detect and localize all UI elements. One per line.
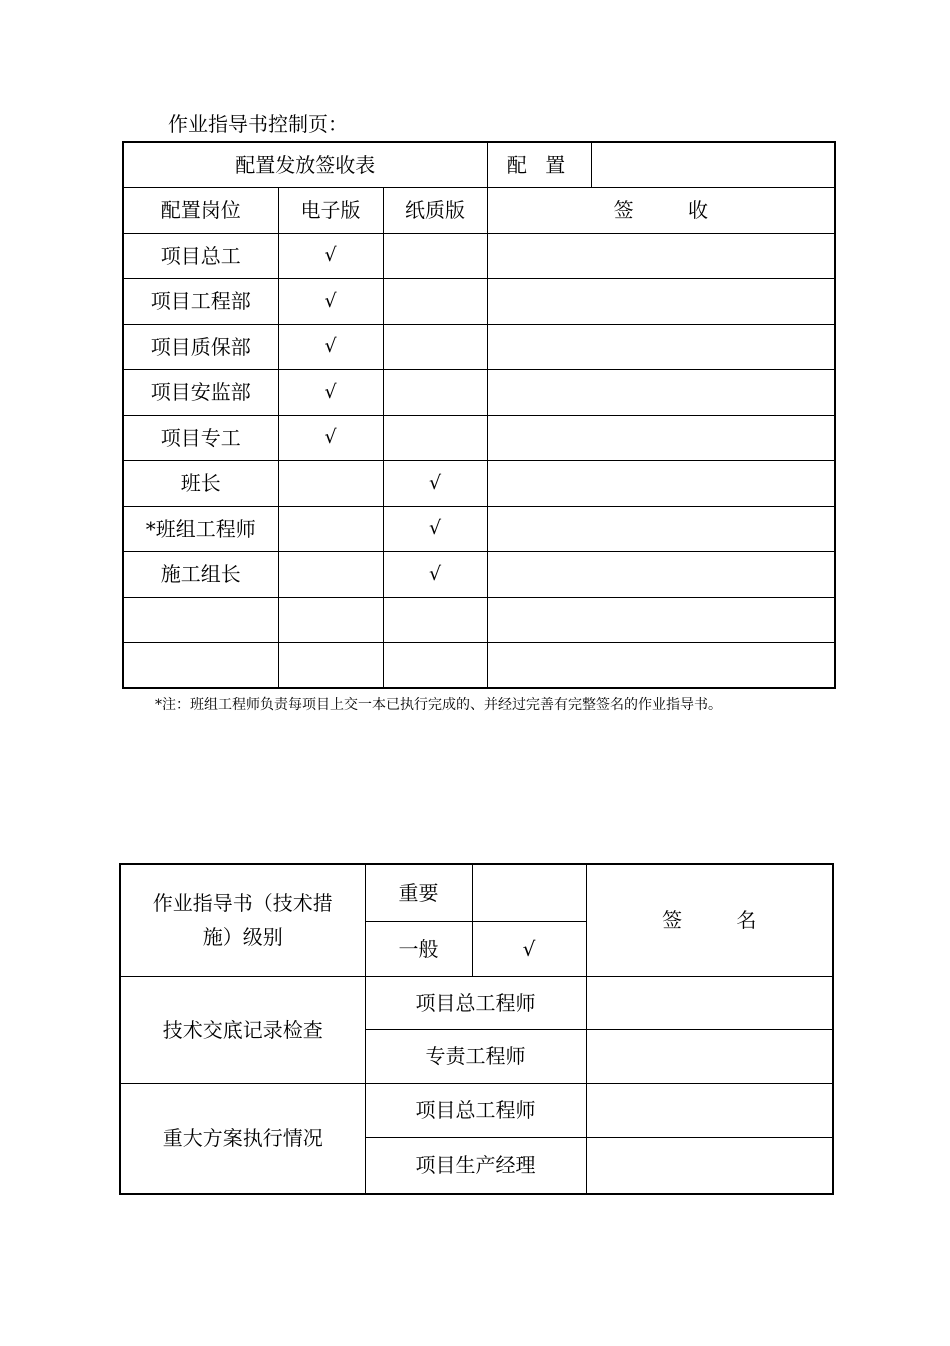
important-mark[interactable]	[472, 864, 586, 921]
sign-cell[interactable]	[487, 233, 835, 279]
table-row	[123, 552, 835, 598]
signature-cell[interactable]	[586, 1029, 833, 1083]
electronic-check	[278, 461, 383, 507]
electronic-check[interactable]	[278, 597, 383, 643]
electronic-check: √	[278, 415, 383, 461]
position-cell: 项目安监部	[123, 370, 278, 416]
table-row	[123, 461, 835, 507]
general-mark[interactable]: √	[472, 921, 586, 976]
sign-cell[interactable]	[487, 597, 835, 643]
level-label: 作业指导书（技术措施）级别	[120, 864, 365, 976]
paper-check: √	[383, 506, 487, 552]
position-cell[interactable]	[123, 643, 278, 689]
electronic-check: √	[278, 324, 383, 370]
paper-check	[383, 233, 487, 279]
important-label: 重要	[365, 864, 472, 921]
header-paper: 纸质版	[383, 188, 487, 234]
position-cell: 项目总工	[123, 233, 278, 279]
sign-cell[interactable]	[487, 461, 835, 507]
position-cell: 项目专工	[123, 415, 278, 461]
sign-cell[interactable]	[487, 279, 835, 325]
sign-cell[interactable]	[487, 552, 835, 598]
signature-cell[interactable]	[586, 976, 833, 1029]
signature-cell[interactable]	[586, 1083, 833, 1137]
sign-cell[interactable]	[487, 643, 835, 689]
major-plan-execution-label: 重大方案执行情况	[120, 1083, 365, 1194]
electronic-check	[278, 506, 383, 552]
position-cell: 施工组长	[123, 552, 278, 598]
table-row	[123, 279, 835, 325]
electronic-check[interactable]	[278, 643, 383, 689]
paper-check: √	[383, 461, 487, 507]
paper-check	[383, 370, 487, 416]
config-value-cell[interactable]	[591, 142, 835, 188]
header-position: 配置岗位	[123, 188, 278, 234]
header-sign: 签 收	[487, 188, 835, 234]
position-cell: 项目质保部	[123, 324, 278, 370]
table-row	[123, 643, 835, 689]
footnote: *注：班组工程师负责每项目上交一本已执行完成的、并经过完善有完整签名的作业指导书。	[155, 697, 722, 713]
position-cell: *班组工程师	[123, 506, 278, 552]
paper-check[interactable]	[383, 597, 487, 643]
electronic-check: √	[278, 233, 383, 279]
paper-check[interactable]	[383, 643, 487, 689]
sign-header: 签 名	[586, 864, 833, 976]
table-row	[123, 506, 835, 552]
table-row	[123, 370, 835, 416]
signature-cell[interactable]	[586, 1137, 833, 1194]
electronic-check: √	[278, 279, 383, 325]
header-electronic: 电子版	[278, 188, 383, 234]
role-label: 项目生产经理	[365, 1137, 586, 1194]
table-row	[123, 233, 835, 279]
role-label: 项目总工程师	[365, 976, 586, 1029]
table-row	[123, 597, 835, 643]
role-label: 项目总工程师	[365, 1083, 586, 1137]
sign-cell[interactable]	[487, 415, 835, 461]
paper-check	[383, 279, 487, 325]
role-label: 专责工程师	[365, 1029, 586, 1083]
tech-briefing-check-label: 技术交底记录检查	[120, 976, 365, 1083]
position-cell: 项目工程部	[123, 279, 278, 325]
paper-check	[383, 415, 487, 461]
sign-cell[interactable]	[487, 324, 835, 370]
config-label: 配 置	[487, 142, 591, 188]
distribution-signoff-table	[122, 141, 836, 689]
table-row	[123, 415, 835, 461]
general-label: 一般	[365, 921, 472, 976]
sign-cell[interactable]	[487, 370, 835, 416]
distribution-title: 配置发放签收表	[123, 142, 487, 188]
table-row	[123, 324, 835, 370]
paper-check	[383, 324, 487, 370]
position-cell[interactable]	[123, 597, 278, 643]
page-heading: 作业指导书控制页：	[168, 112, 348, 136]
electronic-check	[278, 552, 383, 598]
position-cell: 班长	[123, 461, 278, 507]
sign-cell[interactable]	[487, 506, 835, 552]
level-check-table	[119, 863, 834, 1195]
paper-check: √	[383, 552, 487, 598]
electronic-check: √	[278, 370, 383, 416]
